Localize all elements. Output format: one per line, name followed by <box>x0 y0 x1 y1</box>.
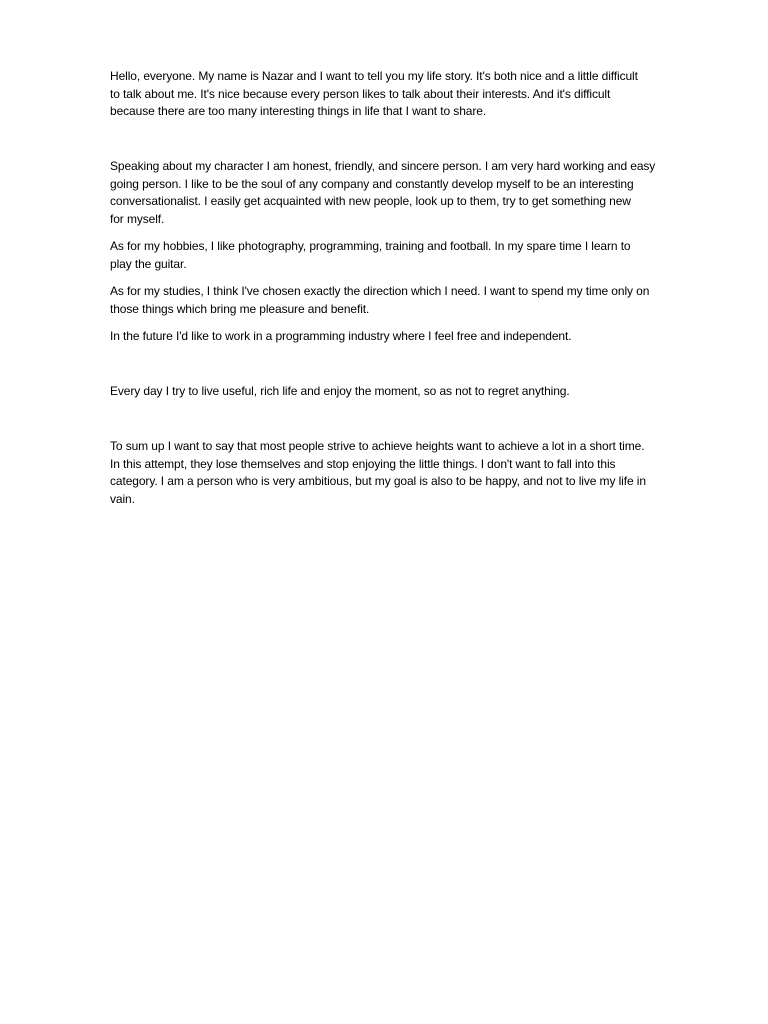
paragraph-introduction <box>110 68 715 121</box>
paragraph-future <box>110 328 715 346</box>
paragraph-character <box>110 158 715 228</box>
text-line: going person. I like to be the soul of any company and constantly develop myself to be an interesting <box>110 176 634 191</box>
text-line: Every day I try to live useful, rich life and enjoy the moment, so as not to regret anything. <box>110 384 570 398</box>
text-line: As for my studies, I think I've chosen exactly the direction which I need. I want to spend my time only on <box>110 284 650 298</box>
text-line: In the future I'd like to work in a programming industry where I feel free and independent. <box>110 329 572 343</box>
text-line: conversationalist. I easily get acquainted with new people, look up to them, try to get something new <box>110 194 631 208</box>
paragraph-every-day <box>110 383 715 401</box>
paragraph-studies <box>110 283 715 318</box>
text-line: Hello, everyone. My name is Nazar and I want to tell you my life story. It's both nice and a little difficult <box>110 69 638 83</box>
text-line: those things which bring me pleasure and benefit. <box>110 301 370 316</box>
text-line: vain. <box>110 491 135 506</box>
text-line: play the guitar. <box>110 256 187 271</box>
text-line: To sum up I want to say that most people strive to achieve heights want to achieve a lot in a short time. <box>110 439 645 453</box>
text-line: As for my hobbies, I like photography, programming, training and football. In my spare time I learn to <box>110 239 631 253</box>
paragraph-hobbies <box>110 238 715 273</box>
text-line: because there are too many interesting things in life that I want to share. <box>110 104 487 118</box>
text-line: to talk about me. It's nice because every person likes to talk about their interests. And it's difficult <box>110 86 611 101</box>
text-line: In this attempt, they lose themselves and stop enjoying the little things. I don't want to fall into this <box>110 456 616 471</box>
text-line: Speaking about my character I am honest, friendly, and sincere person. I am very hard working and easy <box>110 159 656 173</box>
text-line: for myself. <box>110 211 165 226</box>
paragraph-conclusion <box>110 438 715 508</box>
text-line: category. I am a person who is very ambitious, but my goal is also to be happy, and not to live my life in <box>110 474 646 488</box>
